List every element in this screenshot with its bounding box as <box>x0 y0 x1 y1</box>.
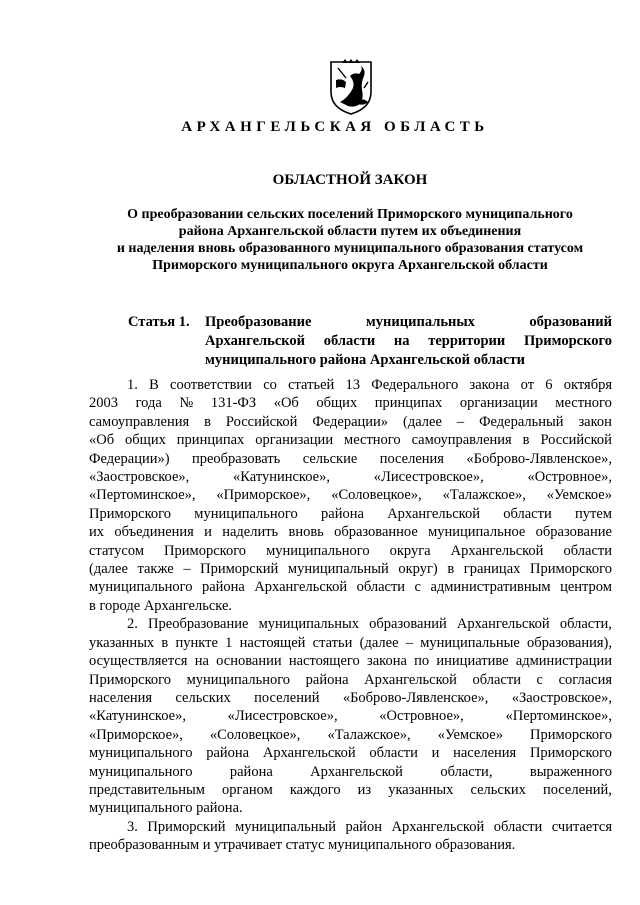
paragraph-word: Архангельской <box>310 763 403 780</box>
paragraph-word: населения <box>89 689 153 706</box>
paragraph-word: «Об <box>273 395 299 412</box>
article-title-line: муниципального района Архангельской области <box>205 352 526 368</box>
paragraph-word: 1. <box>127 377 138 393</box>
paragraph-word: «Лисестровское», <box>227 708 338 725</box>
paragraph-word: настоящей <box>239 634 306 651</box>
paragraph-word: общих <box>316 395 358 412</box>
paragraph-word: выраженного <box>529 763 612 780</box>
paragraph-word: Федерации» <box>312 413 389 430</box>
paragraph-word: в <box>447 561 455 578</box>
paragraph-word: района <box>201 579 245 596</box>
paragraph-word: области <box>356 579 406 596</box>
paragraph-word: Приморского <box>164 542 247 559</box>
paragraph-line: в городе Архангельске. <box>89 597 233 614</box>
paragraph-word: представительным <box>89 781 205 798</box>
paragraph-word: сельские <box>302 450 358 467</box>
paragraph-word: центром <box>560 579 612 596</box>
paragraph-word: «Катунинское», <box>233 469 330 486</box>
paragraph-line: муниципального района. <box>89 800 243 817</box>
paragraph-word: Федерации») <box>89 450 170 467</box>
paragraph-word: по <box>414 653 430 670</box>
paragraph-word: Приморский <box>147 818 226 835</box>
paragraph-word: с <box>536 671 543 688</box>
paragraph-line <box>89 560 612 578</box>
paragraph-line <box>89 707 612 725</box>
paragraph-word: (далее <box>359 634 399 651</box>
paragraph-line <box>89 781 612 799</box>
paragraph-word: их <box>89 524 105 541</box>
paragraph-word: границах <box>463 561 521 578</box>
paragraph-word: образования), <box>527 634 612 651</box>
paragraph-word: «Заостровское», <box>89 469 190 486</box>
paragraph-word: Приморского <box>529 561 612 578</box>
paragraph-word: преобразовать <box>191 450 281 467</box>
paragraph-word: согласия <box>558 671 612 688</box>
paragraph-word: области <box>503 505 552 522</box>
paragraph-word: 3. <box>127 818 138 835</box>
paragraph-word: муниципальный <box>235 818 336 835</box>
article-body <box>89 376 612 855</box>
paragraph-word: поселений, <box>542 781 612 798</box>
paragraph-word: соответствии <box>170 377 252 393</box>
paragraph-word: Российской <box>225 413 298 430</box>
paragraph-word: Приморского <box>89 671 171 688</box>
paragraph-word: принципах <box>176 432 245 449</box>
paragraph-line <box>89 413 612 431</box>
paragraph-word: в <box>522 432 530 449</box>
paragraph-word: области <box>563 542 612 559</box>
paragraph-word: 1 <box>225 634 233 651</box>
paragraph-word: Архангельской <box>450 542 544 559</box>
paragraph-word: путем <box>574 505 612 522</box>
article-number: Статья 1. <box>128 314 190 330</box>
article-title-line <box>205 332 612 351</box>
paragraph-line <box>89 818 612 836</box>
paragraph <box>89 376 612 615</box>
paragraph-word: муниципальных <box>258 616 359 633</box>
paragraph-word: Российской <box>540 432 612 449</box>
paragraph-word: образованное <box>334 524 418 541</box>
article-title-line <box>205 313 612 332</box>
paragraph-word: поселений <box>254 689 320 706</box>
paragraph-line <box>89 505 612 523</box>
paragraph-line <box>89 634 612 652</box>
paragraph-word: Архангельской <box>364 671 457 688</box>
paragraph-word: «Пертоминское», <box>505 708 612 725</box>
article-title-word: области <box>323 333 376 349</box>
paragraph-word: области <box>493 818 543 835</box>
paragraph-line <box>89 486 612 504</box>
paragraph-word: на <box>194 653 209 670</box>
paragraph-word: муниципального <box>89 745 193 762</box>
paragraph-word: района <box>206 745 250 762</box>
paragraph-word: осуществляется <box>89 653 188 670</box>
paragraph-line <box>89 450 612 468</box>
paragraph-word: «Соловецкое», <box>209 726 301 743</box>
article-title-word: территории <box>428 333 506 349</box>
paragraph-word: района <box>321 505 364 522</box>
paragraph-word: «Соловецкое», <box>331 487 422 504</box>
paragraph-word: области, <box>440 763 493 780</box>
paragraph-word: каждого <box>289 781 341 798</box>
paragraph-word: Архангельской <box>254 579 348 596</box>
paragraph-word: образований <box>369 616 447 633</box>
paragraph-word: муниципальное <box>428 524 526 541</box>
paragraph-word: указанных <box>89 634 155 651</box>
paragraph-word: администрации <box>515 653 612 670</box>
paragraph-line <box>89 763 612 781</box>
paragraph-word: органом <box>222 781 273 798</box>
region-heading: АРХАНГЕЛЬСКАЯ ОБЛАСТЬ <box>181 119 489 135</box>
article-title-word: Приморского <box>523 333 612 349</box>
paragraph-word: 13 <box>345 377 360 393</box>
paragraph-word: муниципального <box>266 542 370 559</box>
paragraph-line <box>89 652 612 670</box>
paragraph-word: муниципального <box>89 579 193 596</box>
paragraph-word: закон <box>578 413 612 430</box>
paragraph-word: район <box>345 818 382 835</box>
paragraph-word: организации <box>459 395 538 412</box>
paragraph-word: 2003 <box>89 395 118 412</box>
paragraph-word: самоуправления <box>411 432 512 449</box>
paragraph-word: № <box>179 395 194 412</box>
paragraph-line <box>89 671 612 689</box>
paragraph-word: – <box>183 561 191 578</box>
paragraph-word: также <box>137 561 174 578</box>
paragraph-word: статьей <box>288 377 335 393</box>
paragraph <box>89 818 612 855</box>
law-type-heading: ОБЛАСТНОЙ ЗАКОН <box>272 172 428 188</box>
paragraph-word: в <box>204 413 211 430</box>
paragraph-word: организации <box>255 432 334 449</box>
paragraph-word: от <box>520 377 535 393</box>
paragraph-line: преобразованным и утрачивает статус муниципального образования. <box>89 837 516 854</box>
paragraph-word: и <box>204 524 212 541</box>
paragraph-word: округ) <box>398 561 438 578</box>
paragraph-word: в <box>161 634 169 651</box>
paragraph-word: пункте <box>175 634 218 651</box>
paragraph-line <box>89 523 612 541</box>
article-title-word: Архангельской <box>205 333 306 349</box>
paragraph-word: образование <box>535 524 612 541</box>
paragraph-word: сельских <box>175 689 231 706</box>
article-title <box>205 313 612 370</box>
paragraph-word: вновь <box>288 524 324 541</box>
paragraph-line <box>89 578 612 596</box>
paragraph-word: – <box>456 413 465 430</box>
paragraph-word: инициативе <box>436 653 509 670</box>
paragraph-word: – <box>405 634 413 651</box>
paragraph-word: Архангельской <box>456 616 550 633</box>
paragraph-word: «Лисестровское», <box>373 469 484 486</box>
paragraph-word: «Талажское», <box>442 487 526 504</box>
paragraph-word: «Островное», <box>379 708 464 725</box>
paragraph-word: Приморского <box>529 726 612 743</box>
paragraph-word: года <box>135 395 162 412</box>
paragraph-word: основании <box>216 653 282 670</box>
paragraph-word: местного <box>555 395 612 412</box>
paragraph-word: Федерального <box>371 377 459 393</box>
paragraph-word: муниципального <box>186 671 291 688</box>
paragraph-word: объединения <box>114 524 194 541</box>
law-title-line: и наделения вновь образованного муниципального образования статусом <box>116 241 584 256</box>
paragraph-word: Архангельской <box>391 818 485 835</box>
paragraph-word: области <box>472 671 521 688</box>
paragraph-word: 6 <box>545 377 553 393</box>
coat-of-arms-emblem <box>328 58 374 116</box>
paragraph-word: административным <box>430 579 551 596</box>
paragraph-word: «Уемское» <box>437 726 503 743</box>
paragraph-word: Федеральный <box>479 413 564 430</box>
paragraph-word: «Боброво-Лявленское», <box>342 689 489 706</box>
paragraph-word: статьи <box>312 634 353 651</box>
paragraph-word: из <box>357 781 372 798</box>
paragraph-line <box>89 726 612 744</box>
paragraph-word: «Об <box>89 432 115 449</box>
article-title-word: на <box>393 333 410 349</box>
paragraph-line <box>89 468 612 486</box>
paragraph-word: самоуправления <box>89 413 190 430</box>
paragraph-line <box>89 376 612 394</box>
paragraph-word: октября <box>563 377 612 393</box>
law-title <box>100 206 600 274</box>
paragraph-word: сельских <box>470 781 526 798</box>
paragraph-line <box>89 542 612 560</box>
paragraph-word: муниципального <box>194 505 298 522</box>
paragraph-word: «Приморское», <box>89 726 183 743</box>
paragraph-word: области, <box>559 616 612 633</box>
paragraph-word: общих <box>125 432 166 449</box>
law-title-line: района Архангельской области путем их объединения <box>178 224 522 239</box>
paragraph-line <box>89 615 612 633</box>
paragraph-word: округа <box>389 542 431 559</box>
paragraph-word: Приморского <box>89 505 171 522</box>
paragraph-word: Архангельской <box>387 505 480 522</box>
paragraph-word: (далее <box>89 561 128 578</box>
paragraph-word: области <box>369 745 418 762</box>
law-title-line: О преобразовании сельских поселений Приморского муниципального <box>127 207 573 222</box>
paragraph-word: настоящего <box>288 653 360 670</box>
paragraph-word: и <box>431 745 440 762</box>
paragraph-word: местного <box>344 432 401 449</box>
paragraph-word: принципах <box>374 395 443 412</box>
law-title-line: Приморского муниципального округа Архангельской области <box>152 258 548 273</box>
paragraph-line <box>89 689 612 707</box>
paragraph-word: статусом <box>89 542 144 559</box>
paragraph-word: района <box>229 763 273 780</box>
paragraph-word: закона <box>366 653 407 670</box>
paragraph-word: муниципального <box>89 763 193 780</box>
paragraph-word: «Катунинское», <box>89 708 186 725</box>
paragraph-word: муниципальные <box>420 634 520 651</box>
article-title-word: муниципальных <box>365 314 475 330</box>
paragraph-word: наделить <box>222 524 279 541</box>
paragraph-word: поселения <box>379 450 444 467</box>
paragraph-word: 131-ФЗ <box>210 395 257 412</box>
paragraph-word: «Боброво-Лявленское», <box>466 450 612 467</box>
paragraph-word: Архангельской <box>262 745 356 762</box>
paragraph-word: «Заостровское», <box>511 689 612 706</box>
paragraph-word: Приморский <box>200 561 279 578</box>
paragraph-word: считается <box>551 818 612 835</box>
paragraph-word: В <box>149 377 159 393</box>
paragraph-word: Преобразование <box>148 616 249 633</box>
paragraph <box>89 615 612 817</box>
paragraph-word: 2. <box>127 616 138 633</box>
paragraph-word: «Приморское», <box>216 487 311 504</box>
article-title-word: Преобразование <box>205 314 312 330</box>
paragraph-word: (далее <box>403 413 442 430</box>
paragraph-line <box>89 744 612 762</box>
paragraph-word: населения <box>453 745 517 762</box>
paragraph-word: со <box>263 377 277 393</box>
paragraph-word: Приморского <box>529 745 612 762</box>
paragraph-line <box>89 394 612 412</box>
paragraph-word: с <box>414 579 421 596</box>
paragraph-word: «Талажское», <box>327 726 411 743</box>
paragraph-word: «Пертоминское», <box>89 487 196 504</box>
paragraph-word: муниципальный <box>287 561 389 578</box>
article-title-word: образований <box>529 314 612 330</box>
paragraph-word: «Уемское» <box>546 487 612 504</box>
paragraph-word: указанных <box>388 781 454 798</box>
paragraph-line <box>89 431 612 449</box>
paragraph-word: района <box>305 671 349 688</box>
paragraph-word: закона <box>469 377 510 393</box>
paragraph-word: «Островное», <box>527 469 612 486</box>
